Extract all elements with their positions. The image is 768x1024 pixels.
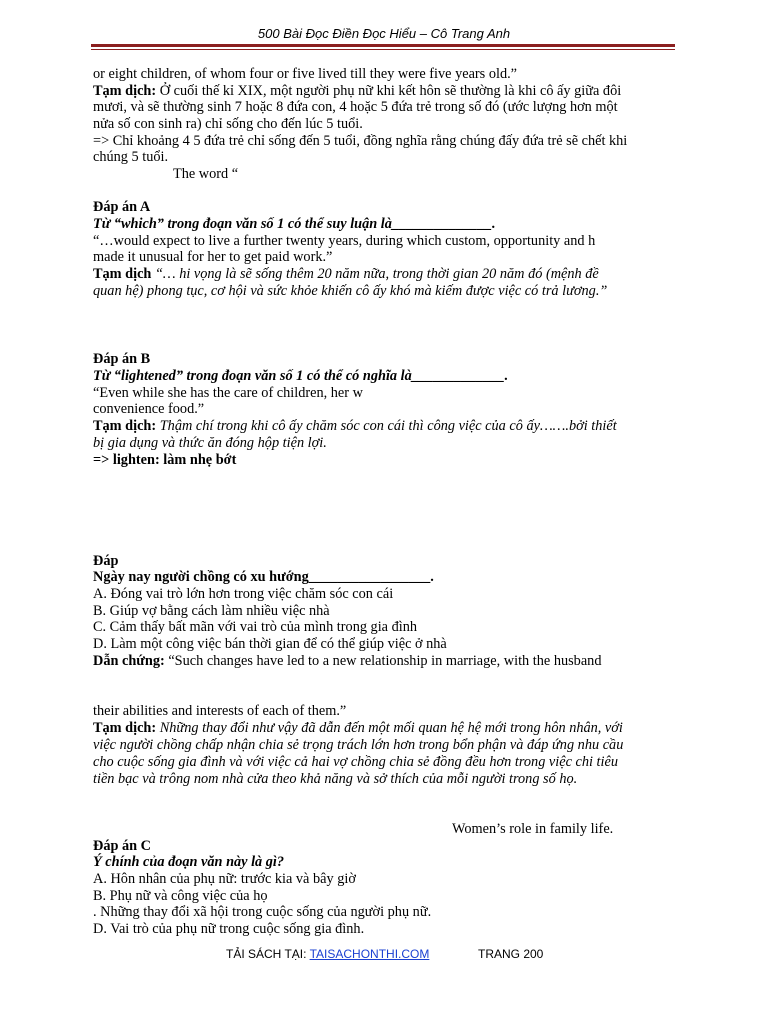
translation-line: việc người chồng chấp nhận chia sẻ trọng trách lớn hơn trong bổn phận và đáp ứng nhu cầu bbox=[93, 737, 624, 753]
header-rule-thick bbox=[91, 44, 675, 47]
answer-heading: Đáp án B bbox=[93, 351, 151, 367]
header-rule-thin bbox=[91, 49, 675, 50]
text-line: or eight children, of whom four or five lived till they were five years old.” bbox=[93, 66, 518, 82]
translation-label: Tạm dịch: bbox=[93, 720, 157, 736]
translation-line bbox=[93, 266, 599, 282]
option-c: . Những thay đổi xã hội trong cuộc sống của người phụ nữ. bbox=[93, 904, 432, 920]
answer-text: Women’s role in family life. bbox=[452, 821, 614, 837]
page-number: TRANG 200 bbox=[478, 947, 544, 961]
text-line: nửa số con sinh ra) chỉ sống cho đến lúc 5 tuổi. bbox=[93, 116, 363, 132]
text-line: The word “ bbox=[173, 166, 239, 182]
translation-line: bị gia dụng và thức ăn đóng hộp tiện lợi. bbox=[93, 435, 327, 451]
answer-heading: Đáp án A bbox=[93, 199, 151, 215]
quote-line: “Even while she has the care of children, her w bbox=[93, 385, 363, 401]
option-d: D. Làm một công việc bán thời gian để có thể giúp việc ở nhà bbox=[93, 636, 447, 652]
text-line: chúng 5 tuổi. bbox=[93, 149, 169, 165]
question: Từ “which” trong đoạn văn số 1 có thể suy luận là______________. bbox=[93, 216, 496, 232]
translation-text: Thậm chí trong khi cô ấy chăm sóc con cái thì công việc của cô ấy…….bởi thiết bbox=[156, 418, 617, 434]
option-b: B. Giúp vợ bằng cách làm nhiều việc nhà bbox=[93, 603, 330, 619]
option-d: D. Vai trò của phụ nữ trong cuộc sống gia đình. bbox=[93, 921, 365, 937]
translation-line: quan hệ) phong tục, cơ hội và sức khỏe khiến cô ấy khó mà kiếm được việc có trả lương.” bbox=[93, 283, 608, 299]
question: Ngày nay người chồng có xu hướng_________________. bbox=[93, 569, 434, 585]
translation-text: Những thay đổi như vậy đã dẫn đến một mối quan hệ hệ mới trong hôn nhân, với bbox=[156, 720, 623, 736]
option-c: C. Cảm thấy bất mãn với vai trò của mình trong gia đình bbox=[93, 619, 418, 635]
question: Từ “lightened” trong đoạn văn số 1 có thể có nghĩa là_____________. bbox=[93, 368, 509, 384]
translation-line: tiền bạc và trông nom nhà cửa theo khả năng và sở thích của mỗi người trong số họ. bbox=[93, 771, 578, 787]
evidence-label: Dẫn chứng: bbox=[93, 653, 165, 669]
quote-line: made it unusual for her to get paid work.” bbox=[93, 249, 333, 265]
option-a: A. Hôn nhân của phụ nữ: trước kia và bây giờ bbox=[93, 871, 356, 887]
page-header: 500 Bài Đọc Điền Đọc Hiểu – Cô Trang Anh bbox=[257, 26, 511, 41]
translation-text: Ở cuối thế kỉ XIX, một người phụ nữ khi kết hôn sẽ thường là khi cô ấy giữa đôi bbox=[156, 83, 622, 99]
question: Ý chính của đoạn văn này là gì? bbox=[93, 854, 285, 870]
answer-heading: Đáp bbox=[93, 553, 119, 569]
footer-download bbox=[226, 947, 429, 961]
translation-line: cho cuộc sống gia đình và với việc cả hai vợ chồng chia sẻ đồng đều hơn trong việc chi tiêu bbox=[93, 754, 618, 770]
evidence-line bbox=[93, 653, 601, 669]
translation-label: Tạm dịch bbox=[93, 266, 152, 282]
footer-label: TẢI SÁCH TẠI: bbox=[226, 947, 310, 961]
footer-link[interactable]: TAISACHONTHI.COM bbox=[309, 947, 430, 961]
translation-label: Tạm dịch: bbox=[93, 418, 157, 434]
option-b: B. Phụ nữ và công việc của họ bbox=[93, 888, 268, 904]
translation-line bbox=[93, 83, 621, 99]
option-a: A. Đóng vai trò lớn hơn trong việc chăm sóc con cái bbox=[93, 586, 394, 602]
answer-heading: Đáp án C bbox=[93, 838, 151, 854]
quote-line: “…would expect to live a further twenty years, during which custom, opportunity and h bbox=[93, 233, 596, 249]
text-line: => Chỉ khoảng 4 5 đứa trẻ chỉ sống đến 5 tuổi, đồng nghĩa rằng chúng đấy đứa trẻ sẽ chết khi bbox=[93, 133, 628, 149]
quote-line: convenience food.” bbox=[93, 401, 205, 417]
evidence-line: their abilities and interests of each of them.” bbox=[93, 703, 347, 719]
translation-line bbox=[93, 720, 623, 736]
evidence-text: “Such changes have led to a new relationship in marriage, with the husband bbox=[164, 653, 602, 669]
translation-label: Tạm dịch: bbox=[93, 83, 157, 99]
translation-text: “… hi vọng là sẽ sống thêm 20 năm nữa, trong thời gian 20 năm đó (mệnh đề bbox=[151, 266, 599, 282]
text-line: mươi, và sẽ thường sinh 7 hoặc 8 đứa con, 4 hoặc 5 đứa trẻ trong số đó (ước lượng hơn một bbox=[93, 99, 618, 115]
translation-line bbox=[93, 418, 617, 434]
note-line: => lighten: làm nhẹ bớt bbox=[93, 452, 237, 468]
